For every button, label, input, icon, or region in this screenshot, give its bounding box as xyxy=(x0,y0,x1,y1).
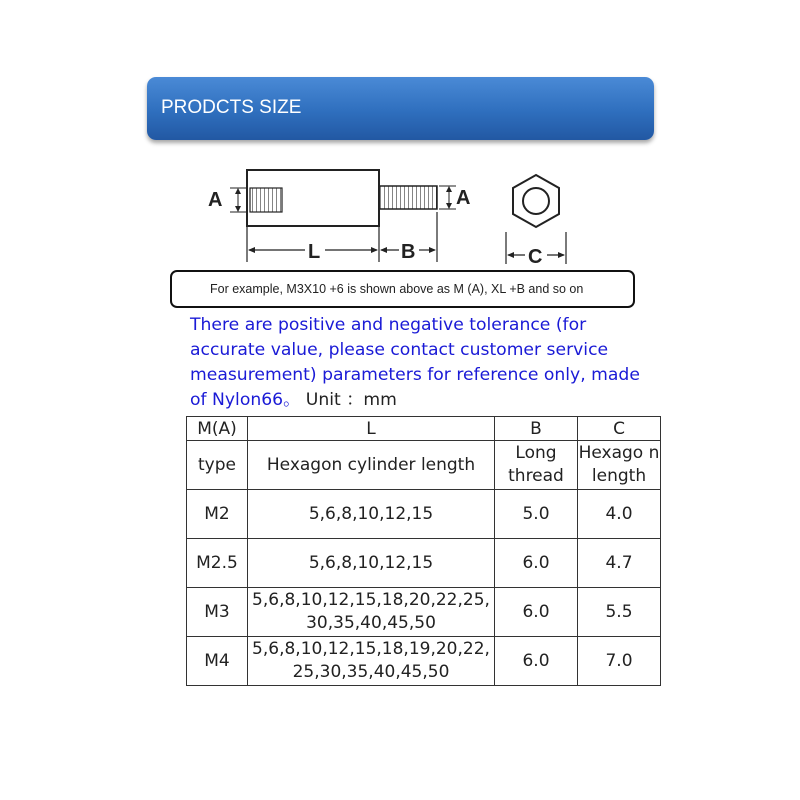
c-cell: 4.7 xyxy=(578,539,661,588)
table-header-row xyxy=(187,417,661,441)
type-cell: M3 xyxy=(187,588,248,637)
note-text: There are positive and negative tolerance (for accurate value, please contact customer service measurement) parameters for reference only, made of Nylon66。 xyxy=(190,315,640,410)
subheader-cell: Hexagon cylinder length xyxy=(248,441,495,490)
external-thread xyxy=(379,186,437,209)
label-l: L xyxy=(308,241,321,263)
page-title: PRODCTS SIZE xyxy=(161,97,302,118)
b-cell: 6.0 xyxy=(495,637,578,686)
header-cell: L xyxy=(248,417,495,441)
table-row xyxy=(187,588,661,637)
hex-nut-hole xyxy=(523,188,549,214)
header-cell: B xyxy=(495,417,578,441)
c-cell: 7.0 xyxy=(578,637,661,686)
length-cell: 5,6,8,10,12,15 xyxy=(248,539,495,588)
title-banner xyxy=(147,77,654,140)
c-cell: 4.0 xyxy=(578,490,661,539)
header-cell: M(A) xyxy=(187,417,248,441)
label-b: B xyxy=(401,241,416,263)
length-cell: 5,6,8,10,12,15 xyxy=(248,490,495,539)
type-cell: M2.5 xyxy=(187,539,248,588)
unit-text: Unit ：mm xyxy=(305,390,397,410)
length-cell: 5,6,8,10,12,15,18,19,20,22,25,30,35,40,45,50 xyxy=(248,637,495,686)
tolerance-note xyxy=(190,313,660,413)
example-box xyxy=(170,270,635,308)
length-cell: 5,6,8,10,12,15,18,20,22,25,30,35,40,45,50 xyxy=(248,588,495,637)
b-cell: 6.0 xyxy=(495,588,578,637)
subheader-cell: type xyxy=(187,441,248,490)
table-row xyxy=(187,490,661,539)
table-row xyxy=(187,637,661,686)
label-c: C xyxy=(528,246,543,268)
header-cell: C xyxy=(578,417,661,441)
subheader-cell: Hexago n length xyxy=(578,441,661,490)
size-table xyxy=(186,416,661,686)
label-a-right: A xyxy=(456,187,471,209)
standoff-diagram xyxy=(200,160,580,270)
b-cell: 6.0 xyxy=(495,539,578,588)
example-text: For example, M3X10 +6 is shown above as M (A), XL +B and so on xyxy=(210,282,584,296)
label-a-left: A xyxy=(208,189,223,211)
b-cell: 5.0 xyxy=(495,490,578,539)
table-subheader-row xyxy=(187,441,661,490)
type-cell: M2 xyxy=(187,490,248,539)
c-cell: 5.5 xyxy=(578,588,661,637)
subheader-cell: Long thread xyxy=(495,441,578,490)
type-cell: M4 xyxy=(187,637,248,686)
internal-thread xyxy=(250,188,282,212)
table-row xyxy=(187,539,661,588)
